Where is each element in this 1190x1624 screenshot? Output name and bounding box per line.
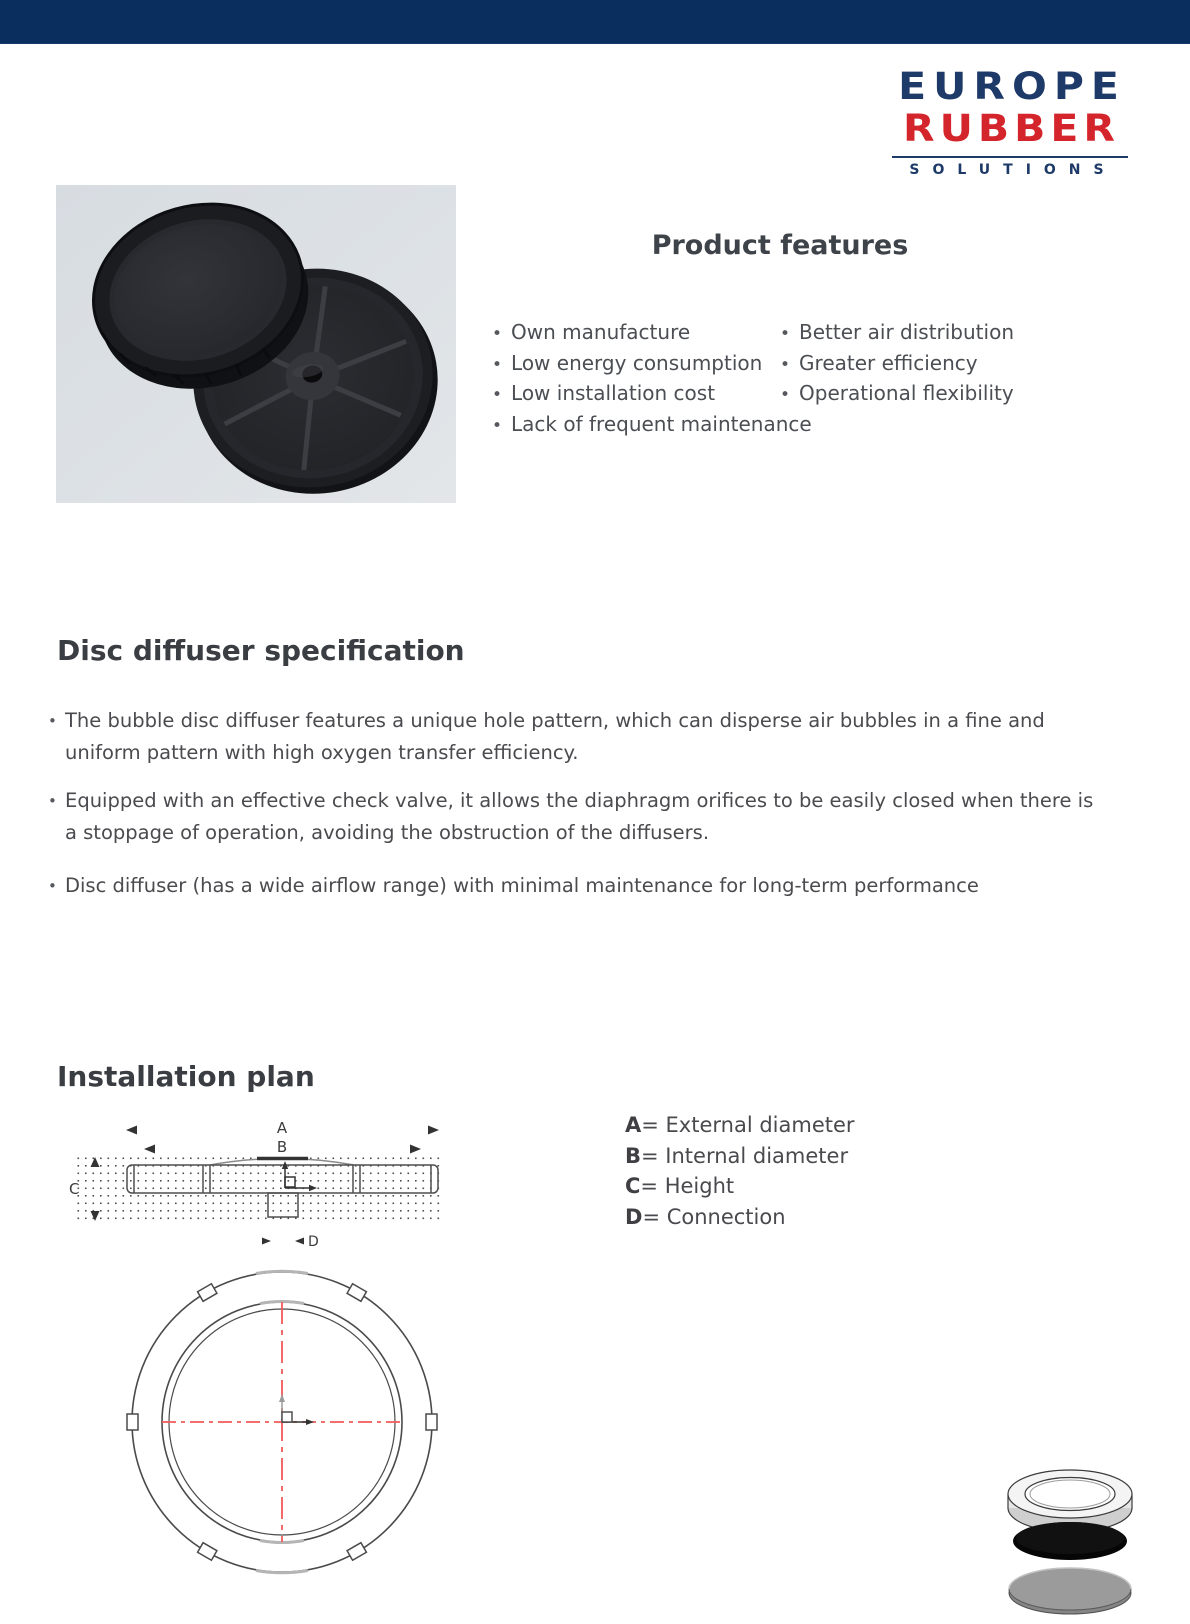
dim-label-b: B xyxy=(276,1138,288,1156)
dim-label-d: D xyxy=(308,1234,319,1250)
installation-cross-section-drawing xyxy=(55,1105,445,1255)
installation-section-title: Installation plan xyxy=(57,1060,315,1093)
membrane-disc xyxy=(1013,1522,1127,1560)
exploded-parts-image xyxy=(950,1420,1190,1624)
dim-arrow-b-right xyxy=(410,1145,421,1154)
product-features-right-list xyxy=(780,318,1014,410)
dimension-legend xyxy=(625,1110,855,1232)
legend-text: = Internal diameter xyxy=(641,1143,849,1168)
legend-row xyxy=(625,1171,855,1202)
dim-arrow-b-left xyxy=(144,1145,155,1154)
spec-bullet-list xyxy=(48,705,1096,919)
base-disc xyxy=(1009,1568,1131,1614)
spec-section-title: Disc diffuser specification xyxy=(57,634,465,667)
dim-label-a: A xyxy=(276,1119,288,1137)
header-bar xyxy=(0,0,1190,44)
product-photo xyxy=(56,185,456,503)
logo-word-europe: EUROPE xyxy=(898,63,1126,109)
legend-key: A xyxy=(625,1113,642,1137)
feature-item: • Low energy consumption xyxy=(492,349,812,380)
logo-word-solutions: SOLUTIONS xyxy=(909,162,1117,178)
legend-row xyxy=(625,1141,855,1172)
legend-text: = External diameter xyxy=(641,1113,855,1137)
spec-bullet: • Disc diffuser (has a wide airflow range) with minimal maintenance for long-term performance xyxy=(48,870,1096,902)
dim-label-c: C xyxy=(69,1180,80,1198)
legend-row xyxy=(625,1202,855,1233)
company-logo xyxy=(890,63,1130,178)
feature-item: • Better air distribution xyxy=(780,318,1014,349)
datum-axis-symbol xyxy=(279,1394,314,1425)
feature-item: • Greater efficiency xyxy=(780,349,1014,380)
spec-bullet: • Equipped with an effective check valve, it allows the diaphragm orifices to be easily closed when there is a stoppage of operation, avoiding the obstruction of the diffusers. xyxy=(48,785,1096,848)
legend-key: B xyxy=(625,1143,642,1168)
feature-item: • Lack of frequent maintenance xyxy=(492,410,812,441)
legend-key: D xyxy=(625,1204,643,1229)
legend-text: = Connection xyxy=(642,1204,786,1229)
legend-key: C xyxy=(625,1174,641,1198)
product-features-title: Product features xyxy=(651,230,909,261)
installation-top-view-drawing xyxy=(120,1250,450,1600)
feature-item: • Operational flexibility xyxy=(780,379,1014,410)
logo-word-rubber: RUBBER xyxy=(903,105,1120,151)
legend-text: = Height xyxy=(640,1174,735,1198)
dim-arrow-d-left xyxy=(262,1238,271,1245)
feature-item: • Own manufacture xyxy=(492,318,812,349)
dim-arrow-a-right xyxy=(428,1126,439,1135)
product-features-left-list xyxy=(492,318,812,440)
dim-arrow-a-left xyxy=(126,1126,137,1135)
spec-bullet: • The bubble disc diffuser features a unique hole pattern, which can disperse air bubbles in a fine and uniform pattern with high oxygen transfer efficiency. xyxy=(48,705,1096,768)
feature-item: • Low installation cost xyxy=(492,379,812,410)
dim-arrow-d-right xyxy=(295,1238,304,1245)
legend-row xyxy=(625,1110,855,1141)
logo-divider xyxy=(892,156,1128,158)
